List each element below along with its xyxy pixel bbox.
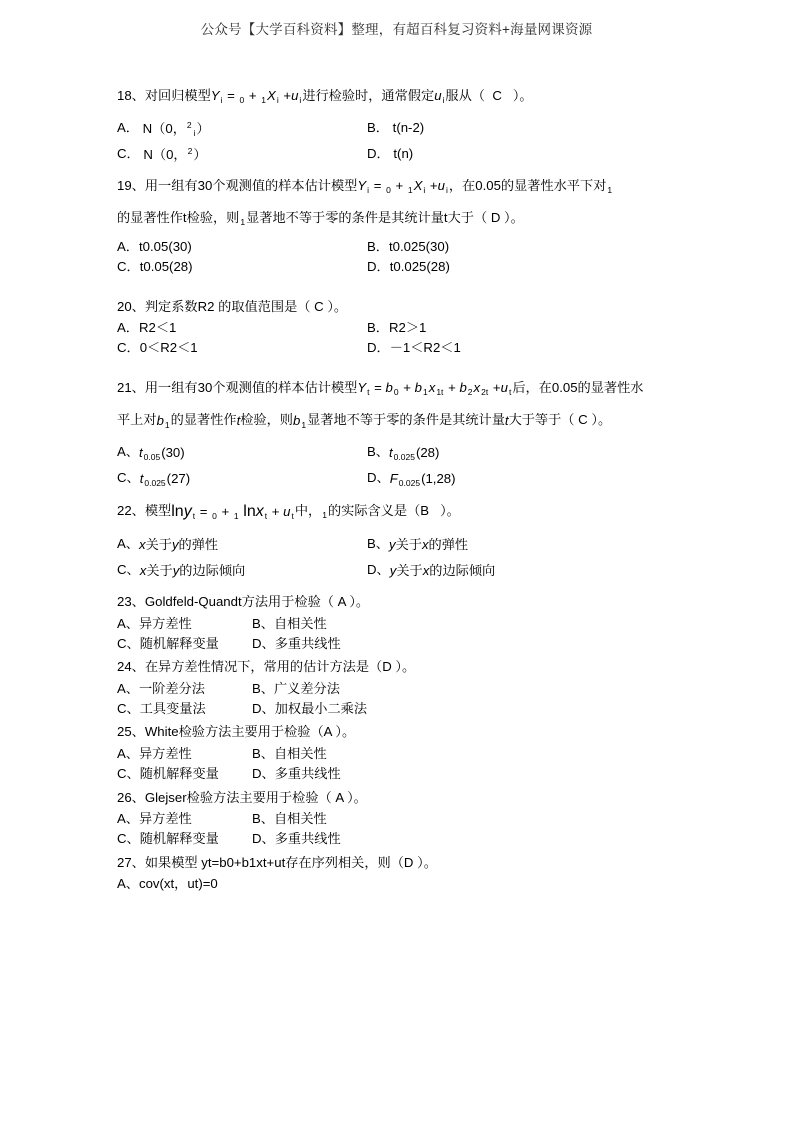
question-21-formula: $Y_t = b_0 + b_1x_{1t} + b_2x_{2t} +u_t$ (357, 380, 512, 397)
question-21-stem-a: 用一组有30个观测值的样本估计模型 (144, 379, 358, 395)
option-text: x关于y的弹性 (138, 537, 219, 553)
option-label: A、 (117, 536, 139, 552)
option-text: R2＜1 (138, 319, 177, 335)
option-label: A． (117, 119, 139, 135)
question-19-option-c[interactable] (117, 257, 367, 277)
option-label: D、 (367, 470, 390, 486)
question-26-option-a[interactable] (117, 809, 252, 829)
question-18-stem-middle: 进行检验时，通常假定 (302, 88, 435, 103)
question-23 (117, 592, 677, 654)
question-23-options-row-1 (117, 614, 677, 634)
question-26-options-row-1 (117, 809, 677, 829)
document-content (117, 86, 677, 898)
option-text: cov(xt，ut)=0 (138, 875, 218, 891)
question-26-option-b[interactable] (252, 809, 677, 829)
question-22-options-row-2 (117, 557, 677, 583)
question-24-stem-text: 在异方差性情况下，常用的估计方法是（D ）。 (144, 659, 416, 675)
question-18-stem-before: 对回归模型 (144, 88, 211, 103)
question-22-stem-b: 中， (294, 503, 322, 519)
question-19-sub2: 1 (240, 217, 246, 228)
q21-l2-c: 的显著性作 (170, 412, 237, 428)
question-18-options-row-2 (117, 141, 677, 167)
option-text: t0.025(30) (388, 238, 450, 254)
option-label: C． (117, 145, 140, 161)
question-26-options-row-2 (117, 829, 677, 849)
option-text: 广义差分法 (273, 680, 340, 696)
question-20-answer: C (314, 298, 324, 314)
option-label: D、 (252, 701, 275, 717)
option-text: t0.025(28) (389, 259, 450, 275)
option-text: 多重共线性 (274, 766, 341, 782)
option-text: t(n) (393, 145, 414, 161)
option-text: 多重共线性 (274, 635, 341, 651)
question-25-stem-text: White检验方法主要用于检验（A ）。 (144, 724, 356, 740)
question-22 (117, 500, 677, 583)
option-text: t0.05(28) (139, 259, 193, 275)
option-label: C． (117, 340, 140, 356)
question-18-stem (117, 86, 677, 107)
option-text: 自相关性 (273, 810, 327, 826)
option-label: C、 (117, 831, 140, 847)
question-20-option-d[interactable] (367, 338, 677, 358)
question-23-option-c[interactable] (117, 634, 252, 654)
option-label: B． (367, 238, 389, 254)
q21-b1: b (156, 412, 164, 428)
question-25-options-row-1 (117, 744, 677, 764)
question-26-stem (117, 788, 677, 807)
question-21-option-b[interactable] (367, 439, 677, 465)
option-label: B、 (367, 443, 389, 459)
option-label: A． (117, 319, 139, 335)
question-19-options-row-1 (117, 237, 677, 257)
question-20-options-row-1 (117, 318, 677, 338)
option-text: t0.05(30) (138, 238, 192, 254)
option-label: C、 (117, 635, 140, 651)
question-23-option-b[interactable] (252, 614, 677, 634)
option-text: $F_{0.025}(1,28)$ (389, 470, 456, 488)
q21-l2-end: ）。 (591, 412, 612, 428)
option-text: 异方差性 (138, 615, 192, 631)
question-22-option-b[interactable] (367, 531, 677, 557)
question-18-option-c[interactable] (117, 141, 367, 167)
option-label: A、 (117, 875, 139, 891)
question-25-options-row-2 (117, 764, 677, 784)
question-20-option-a[interactable] (117, 318, 367, 338)
question-27-option-a[interactable] (117, 874, 252, 894)
option-label: C、 (117, 470, 140, 486)
option-text: 自相关性 (273, 745, 327, 761)
question-22-stem-end: ）。 (440, 503, 460, 519)
option-label: B、 (252, 745, 274, 761)
question-18-formula: $Y_i = _0 + _1X_i +u_i$ (210, 88, 302, 106)
question-26-number: 26、 (117, 789, 145, 805)
question-23-stem (117, 592, 677, 611)
option-label: A、 (117, 443, 139, 459)
question-22-stem-c: 的实际含义是（B (327, 503, 430, 519)
question-24-option-b[interactable] (252, 679, 677, 699)
question-19-option-a[interactable] (117, 237, 367, 257)
question-21-option-d[interactable] (367, 465, 677, 491)
option-text: 一阶差分法 (138, 680, 205, 696)
question-26 (117, 788, 677, 850)
question-20-option-b[interactable] (367, 318, 677, 338)
question-18-options-row-1 (117, 115, 677, 141)
question-19-stem-a: 用一组有30个观测值的样本估计模型 (144, 177, 358, 193)
q21-t: t (236, 413, 241, 429)
question-27-options-row-1 (117, 874, 677, 894)
option-label: D． (367, 340, 390, 356)
question-19-answer: D (490, 210, 501, 226)
question-21 (117, 378, 677, 491)
option-label: A． (117, 238, 139, 254)
q21-l2-d: 检验，则 (240, 412, 293, 428)
option-label: C、 (117, 562, 140, 578)
question-25-option-a[interactable] (117, 744, 252, 764)
question-19-options-row-2 (117, 257, 677, 277)
question-20-stem-text: 判定系数R2 的取值范围是（ (144, 298, 311, 314)
question-18-option-a[interactable] (117, 115, 367, 141)
question-21-answer: C (578, 412, 588, 428)
option-label: C． (117, 259, 140, 275)
question-18 (117, 86, 677, 167)
q21-l2-a: 平上对 (117, 412, 157, 428)
question-21-options-row-2 (117, 465, 677, 491)
question-19-number: 19、 (117, 177, 145, 193)
question-24-option-c[interactable] (117, 699, 252, 719)
question-21-options-row-1 (117, 439, 677, 465)
question-23-option-d[interactable] (252, 634, 677, 654)
question-26-option-c[interactable] (117, 829, 252, 849)
option-label: C、 (117, 701, 140, 717)
question-25-option-c[interactable] (117, 764, 252, 784)
question-20-stem-end: ）。 (327, 298, 348, 314)
question-24-option-a[interactable] (117, 679, 252, 699)
option-text: $t_{0.05}(30)$ (138, 444, 185, 462)
question-26-option-d[interactable] (252, 829, 677, 849)
question-23-number: 23、 (117, 594, 145, 610)
question-18-stem-after: 服从（ (445, 88, 485, 103)
question-21-option-a[interactable] (117, 439, 367, 465)
option-text: 随机解释变量 (139, 831, 219, 847)
question-24-options-row-1 (117, 679, 677, 699)
question-22-number: 22、 (117, 503, 145, 519)
question-27-stem (117, 853, 677, 872)
option-label: D、 (252, 635, 275, 651)
question-19-option-d[interactable] (367, 257, 677, 277)
question-21-line-2: 平上对$b_1$的显著性作t检验，则$b_1$显著地不等于零的条件是其统计量t大于等于（ C ）。 (117, 412, 612, 430)
option-text: $t_{0.025}(28)$ (388, 444, 440, 462)
option-text: 多重共线性 (274, 831, 341, 847)
question-24-option-d[interactable] (252, 699, 677, 719)
question-19 (117, 176, 677, 278)
question-19-line-2 (117, 208, 677, 228)
option-text: t(n-2) (392, 119, 425, 135)
question-25-stem (117, 722, 677, 741)
option-label: A、 (117, 745, 139, 761)
option-label: D、 (252, 831, 275, 847)
watermark-text: 公众号【大学百科资料】整理，有超百科复习资料+海量网课资源 (200, 22, 593, 37)
question-18-answer: C (492, 88, 502, 103)
option-text: N（0，$^2$） (143, 146, 207, 162)
question-23-option-a[interactable] (117, 614, 252, 634)
question-20-stem (117, 297, 677, 316)
question-22-options-row-1 (117, 531, 677, 557)
option-label: A、 (117, 810, 139, 826)
question-19-sub: 1 (607, 184, 613, 195)
question-25 (117, 722, 677, 784)
question-22-option-a[interactable] (117, 531, 367, 557)
question-25-option-d[interactable] (252, 764, 677, 784)
question-24 (117, 657, 677, 719)
option-label: C、 (117, 766, 140, 782)
question-21-number: 21、 (117, 379, 145, 395)
q21-b2: b (293, 412, 301, 428)
option-text: 异方差性 (138, 745, 192, 761)
option-text: x关于y的边际倾向 (139, 563, 246, 579)
option-label: B、 (252, 615, 274, 631)
question-19-stem-b: ，在0.05的显著性水平下对 (448, 177, 607, 193)
question-20-options-row-2 (117, 338, 677, 358)
question-19-line-1 (117, 176, 677, 197)
question-22-option-d[interactable] (367, 557, 677, 583)
question-20 (117, 297, 677, 359)
option-label: D． (367, 259, 390, 275)
option-text: 异方差性 (138, 810, 192, 826)
option-label: B． (367, 319, 389, 335)
option-text: 随机解释变量 (139, 766, 219, 782)
question-18-option-d[interactable] (367, 141, 677, 167)
question-19-line2-b: 显著地不等于零的条件是其统计量t大于（ (246, 210, 488, 226)
question-23-stem-text: Goldfeld-Quandt方法用于检验（ A ）。 (144, 594, 370, 610)
question-25-option-b[interactable] (252, 744, 677, 764)
question-24-stem (117, 657, 677, 676)
option-text: R2＞1 (388, 319, 427, 335)
q21-l2-e: 显著地不等于零的条件是其统计量 (307, 412, 505, 428)
option-text: 0＜R2＜1 (139, 340, 198, 356)
question-18-formula2: $u_i$ (434, 88, 445, 106)
option-text: $t_{0.025}(27)$ (139, 470, 191, 488)
question-19-formula: $Y_i = _0 + _1X_i +u_i$ (357, 178, 448, 196)
question-20-number: 20、 (117, 298, 145, 314)
question-22-stem (117, 500, 677, 523)
q21-t2: t (504, 413, 509, 429)
question-18-stem-end: ）。 (512, 88, 533, 103)
option-label: D． (367, 145, 390, 161)
question-25-number: 25、 (117, 724, 145, 740)
q21-l2-f: 大于等于（ (508, 412, 575, 428)
question-27-stem-text: 如果模型 yt=b0+b1xt+ut存在序列相关，则（D ）。 (144, 854, 437, 870)
question-21-option-c[interactable] (117, 465, 367, 491)
question-23-options-row-2 (117, 634, 677, 654)
option-text: 工具变量法 (139, 701, 206, 717)
option-label: A、 (117, 615, 139, 631)
option-text: 自相关性 (273, 615, 327, 631)
question-26-stem-text: Glejser检验方法主要用于检验（ A ）。 (144, 789, 367, 805)
option-label: A、 (117, 680, 139, 696)
option-label: B． (367, 119, 389, 135)
option-label: B、 (252, 810, 274, 826)
option-label: B、 (367, 536, 389, 552)
option-text: －1＜R2＜1 (389, 340, 461, 356)
question-22-sub: 1 (322, 510, 327, 521)
option-label: D、 (252, 766, 275, 782)
option-text: y关于x的弹性 (388, 537, 469, 553)
question-19-option-b[interactable] (367, 237, 677, 257)
option-text: 加权最小二乘法 (274, 701, 368, 717)
question-19-line2-a: 的显著性作t检验，则 (117, 210, 240, 226)
option-text: N（0，$^2_i$） (142, 119, 210, 138)
question-22-formula: lny$_t$ = $_0$ + $_1$ $\ln x_t + u_t$ (171, 503, 294, 522)
question-20-option-c[interactable] (117, 338, 367, 358)
option-text: 随机解释变量 (139, 635, 219, 651)
question-24-number: 24、 (117, 659, 145, 675)
question-18-number: 18、 (117, 88, 145, 103)
question-19-line2-end: ）。 (504, 210, 524, 226)
question-18-option-b[interactable] (367, 115, 677, 141)
question-22-stem-a: 模型 (144, 503, 172, 519)
question-27 (117, 853, 677, 895)
question-22-option-c[interactable] (117, 557, 367, 583)
option-label: B、 (252, 680, 274, 696)
option-text: y关于x的边际倾向 (389, 563, 496, 579)
question-21-stem-b: 后，在0.05的显著性水 (512, 379, 644, 395)
question-21-line-1 (117, 378, 677, 399)
question-27-number: 27、 (117, 854, 145, 870)
question-24-options-row-2 (117, 699, 677, 719)
option-label: D、 (367, 562, 390, 578)
